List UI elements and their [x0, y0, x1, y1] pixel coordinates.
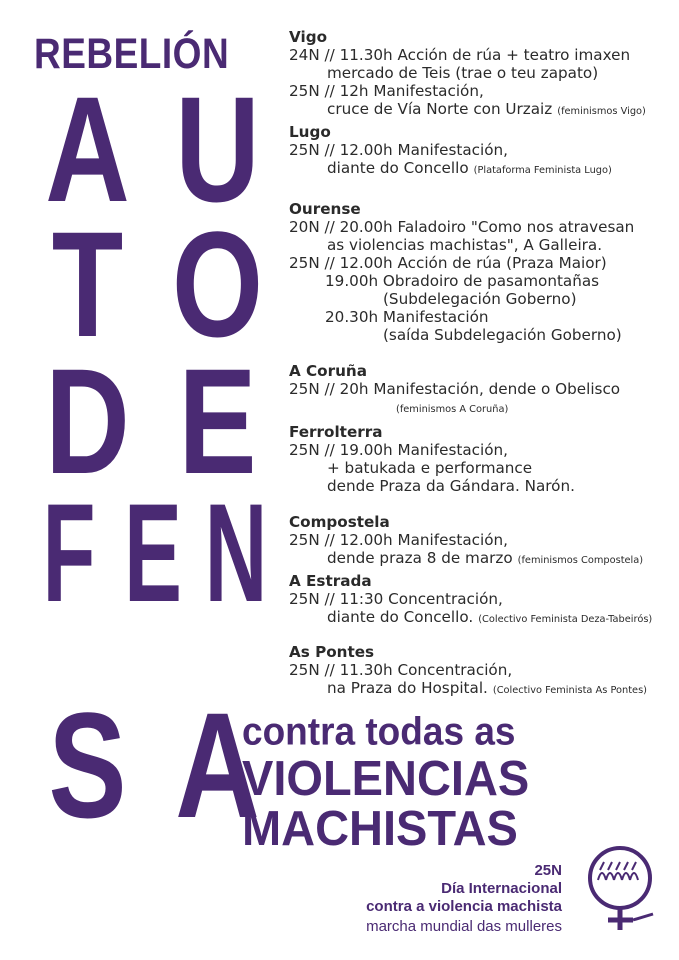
event-city: Vigo [289, 28, 327, 46]
world-march-of-women-venus-icon [578, 840, 663, 935]
footer-org: marcha mundial das mulleres [366, 918, 562, 935]
event-line [289, 290, 669, 308]
event-line-text: mercado de Teis (trae o teu zapato) [327, 64, 599, 82]
big-word-row-1 [30, 65, 275, 233]
event-city: A Coruña [289, 362, 367, 380]
event-block [289, 572, 669, 629]
event-line [289, 254, 669, 272]
event-line [289, 441, 669, 459]
big-letter: A [45, 65, 130, 233]
event-line [289, 549, 669, 570]
big-letter: D [45, 337, 130, 505]
event-line-text: 24N // 11.30h Acción de rúa + teatro imaxen [289, 46, 631, 64]
event-organizer-note: (Colectivo Feminista Deza-Tabeirós) [478, 614, 653, 625]
event-line-text: cruce de Vía Norte con Urzaiz [327, 100, 553, 118]
event-organizer-note: (Plataforma Feminista Lugo) [473, 165, 612, 176]
event-line [289, 272, 669, 290]
event-line-text: as violencias machistas", A Galleira. [327, 236, 603, 254]
event-line [289, 82, 669, 100]
event-line [289, 661, 669, 679]
event-city: As Pontes [289, 643, 375, 661]
big-letter: N [204, 474, 268, 631]
event-block [289, 200, 669, 344]
event-line-text: dende Praza da Gándara. Narón. [327, 477, 575, 495]
event-line-text: 25N // 12.00h Acción de rúa (Praza Maior) [289, 254, 607, 272]
tagline-line-1: contra todas as [242, 710, 516, 754]
event-line [289, 326, 669, 344]
big-letter: E [178, 337, 257, 505]
events-list [289, 28, 669, 700]
event-line [289, 590, 669, 608]
event-block [289, 423, 669, 495]
event-line-text: 19.00h Obradoiro de pasamontañas [325, 272, 600, 290]
event-line-text: 20N // 20.00h Faladoiro "Como nos atravesan [289, 218, 635, 236]
footer-line-1: Día Internacional [441, 880, 562, 897]
event-line [289, 477, 669, 495]
event-line-text: + batukada e performance [327, 459, 533, 477]
event-block [289, 28, 669, 121]
event-line [289, 608, 669, 629]
event-line-text: 20.30h Manifestación [325, 308, 489, 326]
big-word-row-3 [30, 337, 275, 505]
event-line-text: 25N // 12h Manifestación, [289, 82, 484, 100]
big-letter: S [48, 681, 127, 849]
big-letter: U [175, 65, 260, 233]
event-line-text: 25N // 11:30 Concentración, [289, 590, 503, 608]
event-city: Ferrolterra [289, 423, 383, 441]
footer-line-2: contra a violencia machista [366, 898, 562, 915]
event-line [289, 100, 669, 121]
footer [366, 862, 562, 936]
event-organizer-note: (feminismos A Coruña) [396, 404, 509, 415]
big-word-row-4 [30, 474, 275, 631]
event-line-text: (Subdelegación Goberno) [383, 290, 577, 308]
event-organizer-note: (Colectivo Feminista As Pontes) [492, 685, 647, 696]
event-line [289, 459, 669, 477]
event-line-text: diante do Concello. [327, 608, 474, 626]
event-line-text: na Praza do Hospital. [327, 679, 488, 697]
event-line [289, 308, 669, 326]
footer-date: 25N [534, 862, 562, 879]
headline-rebelion: REBELIÓN [34, 30, 230, 78]
event-line [289, 531, 669, 549]
big-word-row-5 [30, 681, 275, 849]
event-line [289, 141, 669, 159]
event-line-text: 25N // 11.30h Concentración, [289, 661, 513, 679]
event-line-text: dende praza 8 de marzo [327, 549, 513, 567]
event-city: Lugo [289, 123, 331, 141]
event-block [289, 123, 669, 180]
event-line [289, 236, 669, 254]
tagline-line-2: VIOLENCIAS [242, 749, 530, 806]
big-letter: O [171, 200, 264, 368]
event-city: Ourense [289, 200, 361, 218]
big-letter: T [51, 200, 124, 368]
event-line-text: 25N // 19.00h Manifestación, [289, 441, 508, 459]
event-line [289, 679, 669, 700]
event-line [289, 218, 669, 236]
event-city: A Estrada [289, 572, 372, 590]
big-letter: F [42, 474, 96, 631]
event-city: Compostela [289, 513, 390, 531]
event-line-text: (saída Subdelegación Goberno) [383, 326, 622, 344]
tagline [242, 710, 530, 856]
tagline-line-3: MACHISTAS [242, 799, 518, 856]
event-block [289, 643, 669, 700]
event-organizer-note: (feminismos Vigo) [557, 106, 646, 117]
event-line [289, 159, 669, 180]
big-word-row-2 [30, 200, 275, 368]
big-letter: E [123, 474, 182, 631]
event-line [289, 380, 669, 398]
event-line [289, 46, 669, 64]
event-line [289, 398, 669, 419]
event-line-text: 25N // 12.00h Manifestación, [289, 141, 508, 159]
event-line-text: 25N // 20h Manifestación, dende o Obelisco [289, 380, 621, 398]
event-line-text: 25N // 12.00h Manifestación, [289, 531, 508, 549]
event-organizer-note: (feminismos Compostela) [517, 555, 644, 566]
big-letter: A [175, 681, 260, 849]
event-line [289, 64, 669, 82]
event-block [289, 513, 669, 570]
event-line-text: diante do Concello [327, 159, 469, 177]
event-block [289, 362, 669, 419]
